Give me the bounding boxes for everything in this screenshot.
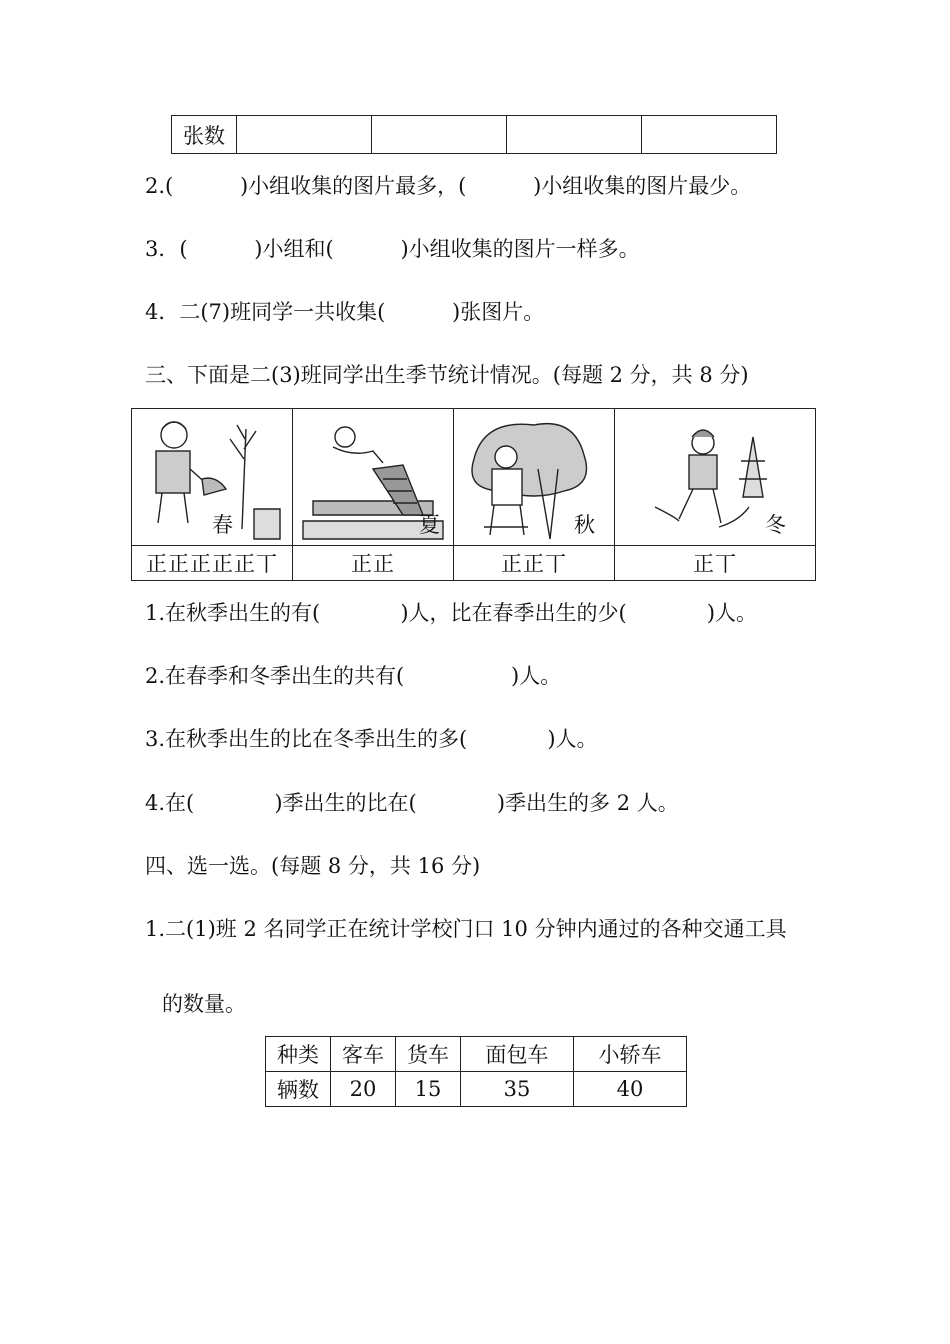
question-4: 4．二(7)班同学一共收集( )张图片。 [145,300,545,324]
value-cell: 40 [574,1072,687,1107]
header-cell: 客车 [331,1037,396,1072]
tally-spring: 正正正正正丅 [132,546,293,581]
section-4-title: 四、选一选。(每题 8 分，共 16 分) [145,854,481,878]
season-spring: 春 [212,513,233,537]
value-cell: 20 [331,1072,396,1107]
autumn-cell [454,409,615,546]
tally-winter: 正丅 [615,546,816,581]
value-cell: 35 [461,1072,574,1107]
header-cell: 面包车 [461,1037,574,1072]
section-3-title: 三、下面是二(3)班同学出生季节统计情况。(每题 2 分，共 8 分) [145,363,749,387]
question-3: 3．( )小组和( )小组收集的图片一样多。 [145,237,640,261]
blank-cell [507,116,642,154]
blank-cell [237,116,372,154]
spring-cell [132,409,293,546]
winter-cell [615,409,816,546]
season-table [131,408,816,581]
header-cell: 货车 [396,1037,461,1072]
value-cell: 15 [396,1072,461,1107]
season-winter: 冬 [765,513,786,537]
s4-question-1-line2: 的数量。 [162,992,246,1016]
row-label: 辆数 [266,1072,331,1107]
s3-question-3: 3.在秋季出生的比在冬季出生的多( )人。 [145,727,598,751]
header-cell: 种类 [266,1037,331,1072]
vehicle-table [265,1036,687,1107]
question-2: 2.( )小组收集的图片最多，( )小组收集的图片最少。 [145,174,752,198]
s3-question-4: 4.在( )季出生的比在( )季出生的多 2 人。 [145,791,679,815]
summer-cell [293,409,454,546]
tally-autumn: 正正丅 [454,546,615,581]
picture-count-table [171,115,777,154]
header-cell: 小轿车 [574,1037,687,1072]
season-autumn: 秋 [574,513,595,537]
s3-question-1: 1.在秋季出生的有( )人，比在春季出生的少( )人。 [145,601,758,625]
tally-summer: 正正 [293,546,454,581]
s3-question-2: 2.在春季和冬季出生的共有( )人。 [145,664,562,688]
blank-cell [372,116,507,154]
s4-question-1-line1: 1.二(1)班 2 名同学正在统计学校门口 10 分钟内通过的各种交通工具 [145,917,787,941]
blank-cell [642,116,777,154]
row-label: 张数 [172,116,237,154]
season-summer: 夏 [419,513,440,537]
